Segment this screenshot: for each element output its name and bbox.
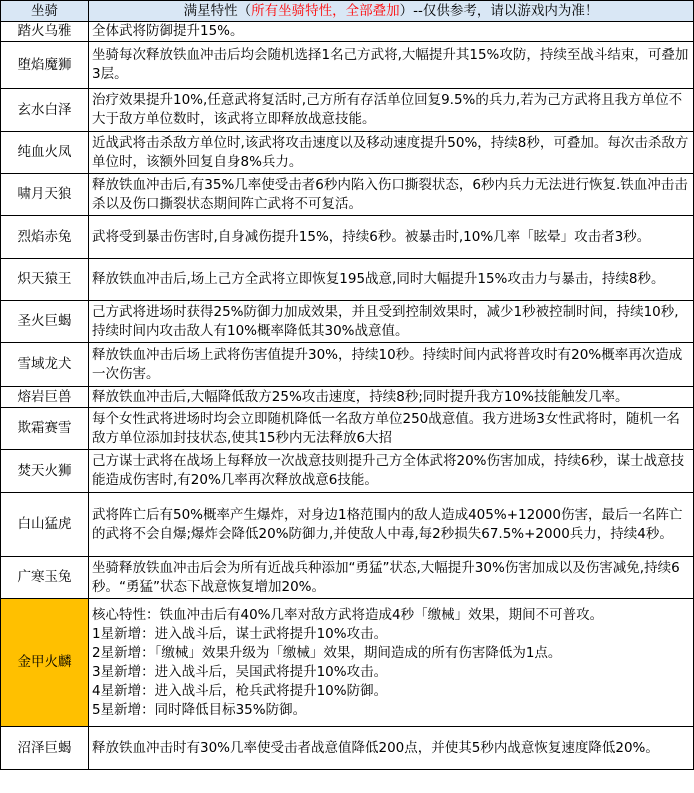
mount-name: 熔岩巨兽 [1, 387, 89, 408]
mount-desc: 释放铁血冲击时有30%几率使受击者战意值降低200点，并使其5秒内战意恢复速度降低20%。 [89, 727, 694, 770]
mount-name: 沼泽巨蝎 [1, 727, 89, 770]
mount-desc [89, 599, 694, 727]
mount-name: 纯血火凤 [1, 132, 89, 174]
mount-name: 踏火乌雅 [1, 22, 89, 42]
table-row [1, 387, 694, 408]
mount-name: 广寒玉兔 [1, 557, 89, 599]
table-row [1, 89, 694, 132]
core-trait-line: 核心特性：铁血冲击后有40%几率对敌方武将造成4秒「缴械」效果，期间不可普攻。 [92, 606, 604, 623]
mount-desc: 武将阵亡后有50%概率产生爆炸，对身边1格范围内的敌人造成405%+12000伤害，最后一名阵亡的武将不会自爆;爆炸会降低20%防御力,并使敌人中毒,每2秒损失67.5%+2000兵力，持续4秒。 [89, 493, 694, 557]
table-row [1, 599, 694, 727]
star-4-line: 4星新增：进入战斗后，枪兵武将提升10%防御。 [92, 682, 388, 699]
table-row [1, 343, 694, 387]
header-feature-red-note: 所有坐骑特性，全部叠加 [251, 2, 400, 19]
star-2-line: 2星新增：「缴械」效果升级为「缴械」效果，期间造成的所有伤害降低为1点。 [92, 644, 562, 661]
table-row [1, 408, 694, 450]
table-row [1, 301, 694, 343]
mount-desc: 武将受到暴击伤害时,自身减伤提升15%，持续6秒。被暴击时,10%几率「眩晕」攻击者3秒。 [89, 216, 694, 259]
table-row [1, 450, 694, 493]
mount-name: 欺霜赛雪 [1, 408, 89, 450]
mount-name: 白山猛虎 [1, 493, 89, 557]
mount-desc: 坐骑每次释放铁血冲击后均会随机选择1名己方武将,大幅提升其15%攻防，持续至战斗结束，可叠加3层。 [89, 42, 694, 89]
header-feature [89, 1, 694, 22]
mount-name: 啸月天狼 [1, 174, 89, 216]
star-1-line: 1星新增：进入战斗后，谋士武将提升10%攻击。 [92, 625, 388, 642]
header-feature-suffix: ）--仅供参考，请以游戏内为准！ [399, 2, 599, 19]
mount-desc: 释放铁血冲击后,场上己方全武将立即恢复195战意,同时大幅提升15%攻击力与暴击，持续8秒。 [89, 259, 694, 301]
table-row [1, 42, 694, 89]
mount-desc: 己方谋士武将在战场上每释放一次战意技则提升己方全体武将20%伤害加成，持续6秒，谋士战意技能造成伤害时,有20%几率再次释放战意6技能。 [89, 450, 694, 493]
mount-desc: 释放铁血冲击后,有35%几率使受击者6秒内陷入伤口撕裂状态，6秒内兵力无法进行恢复.铁血冲击击杀以及伤口撕裂状态期间阵亡武将不可复活。 [89, 174, 694, 216]
mount-desc: 释放铁血冲击后场上武将伤害值提升30%，持续10秒。持续时间内武将普攻时有20%概率再次造成一次伤害。 [89, 343, 694, 387]
mount-desc: 全体武将防御提升15%。 [89, 22, 694, 42]
table-row [1, 259, 694, 301]
mount-desc: 坐骑释放铁血冲击后会为所有近战兵种添加“勇猛”状态,大幅提升30%伤害加成以及伤害减免,持续6秒。“勇猛”状态下战意恢复增加20%。 [89, 557, 694, 599]
star-5-line: 5星新增：同时降低目标35%防御。 [92, 701, 307, 718]
mount-name: 金甲火麟 [1, 599, 89, 727]
mount-name: 焚天火狮 [1, 450, 89, 493]
star-3-line: 3星新增：进入战斗后，吴国武将提升10%攻击。 [92, 663, 388, 680]
mount-name: 堕焰魔狮 [1, 42, 89, 89]
table-row [1, 22, 694, 42]
mount-desc: 近战武将击杀敌方单位时,该武将攻击速度以及移动速度提升50%，持续8秒，可叠加。每次击杀敌方单位时，该额外回复自身8%兵力。 [89, 132, 694, 174]
mount-name: 炽天猿王 [1, 259, 89, 301]
table-header-row [1, 1, 694, 22]
table-row [1, 727, 694, 770]
table-row [1, 557, 694, 599]
header-feature-prefix: 满星特性（ [183, 2, 252, 19]
mount-name: 玄水白泽 [1, 89, 89, 132]
mount-desc: 释放铁血冲击后,大幅降低敌方25%攻击速度，持续8秒;同时提升我方10%技能触发几率。 [89, 387, 694, 408]
table-row [1, 493, 694, 557]
mount-desc: 治疗效果提升10%,任意武将复活时,己方所有存活单位回复9.5%的兵力,若为己方武将且我方单位不大于敌方单位数时，该武将立即释放战意技能。 [89, 89, 694, 132]
mount-desc: 每个女性武将进场时均会立即随机降低一名敌方单位250战意值。我方进场3女性武将时，随机一名敌方单位添加封技状态,使其15秒内无法释放6大招 [89, 408, 694, 450]
mount-desc: 己方武将进场时获得25%防御力加成效果，并且受到控制效果时，减少1秒被控制时间，持续10秒,持续时间内攻击敌人有10%概率降低其30%战意值。 [89, 301, 694, 343]
table-row [1, 132, 694, 174]
mount-name: 雪域龙犬 [1, 343, 89, 387]
table-row [1, 174, 694, 216]
mount-name: 烈焰赤兔 [1, 216, 89, 259]
header-mount: 坐骑 [1, 1, 89, 22]
table-row [1, 216, 694, 259]
mount-name: 圣火巨蝎 [1, 301, 89, 343]
